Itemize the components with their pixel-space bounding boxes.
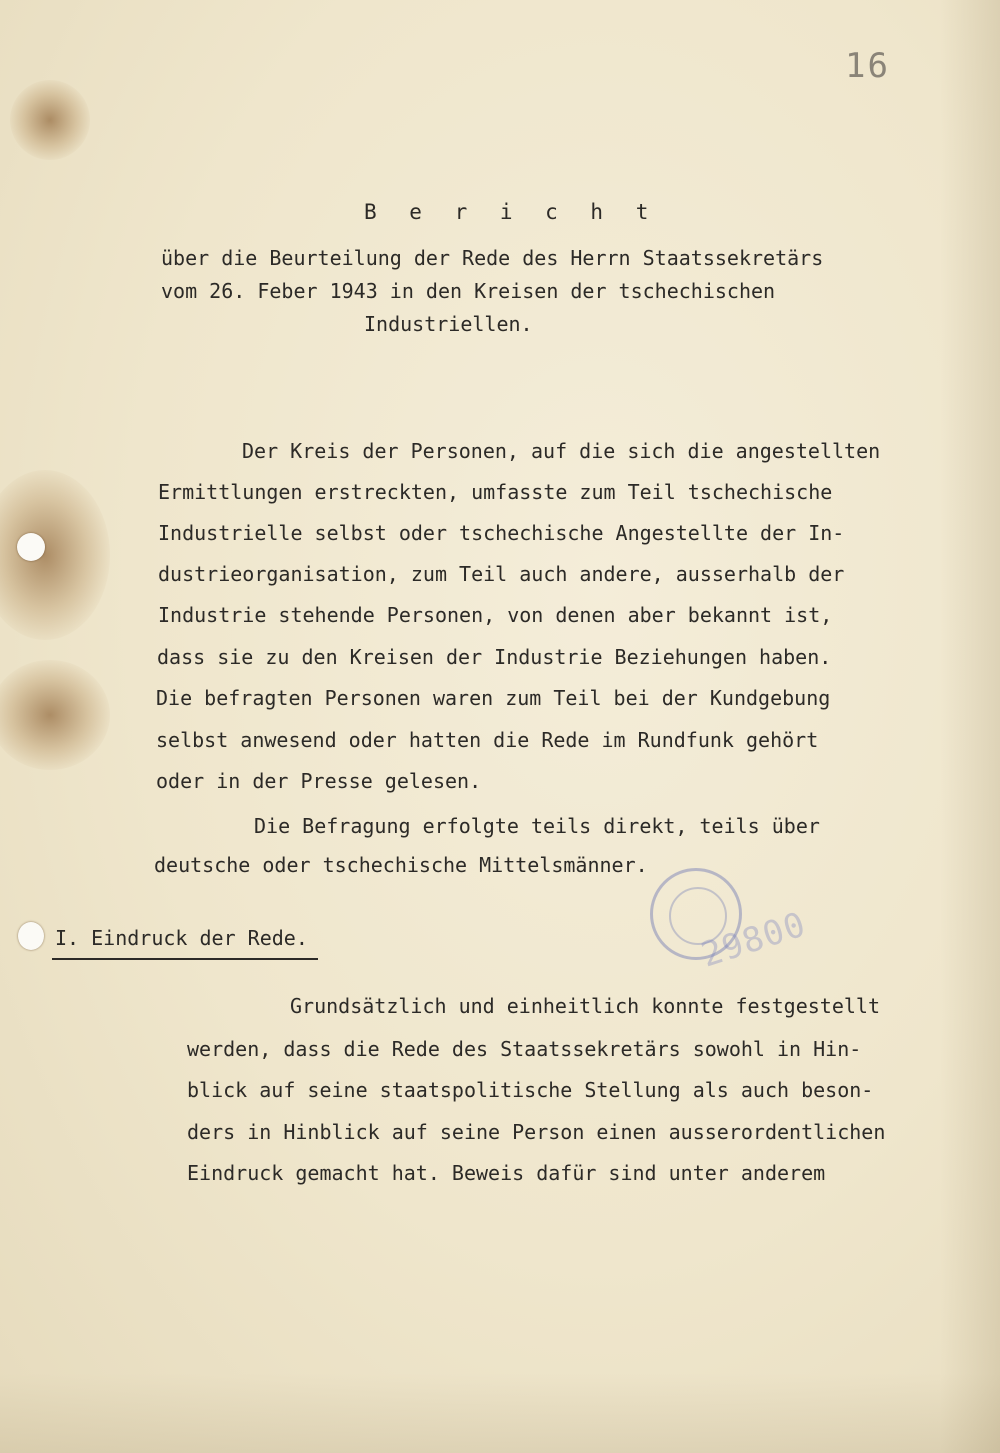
paragraph3-line: Eindruck gemacht hat. Beweis dafür sind unter anderem: [187, 1161, 826, 1185]
subtitle-line-1: über die Beurteilung der Rede des Herrn Staatssekretärs: [161, 246, 824, 270]
paragraph1-line: oder in der Presse gelesen.: [156, 769, 482, 793]
punch-hole-upper: [17, 533, 45, 561]
paper-edge-shadow: [940, 0, 1000, 1453]
paragraph2-line: Die Befragung erfolgte teils direkt, teils über: [254, 814, 820, 838]
rust-stain-lower: [0, 660, 110, 770]
section-heading-underline: [52, 958, 318, 960]
paper-bottom-shadow: [0, 1373, 1000, 1453]
paragraph3-line: blick auf seine staatspolitische Stellung als auch beson-: [187, 1078, 874, 1102]
document-title: B e r i c h t: [364, 200, 659, 224]
subtitle-line-2: vom 26. Feber 1943 in den Kreisen der tschechischen: [161, 279, 776, 303]
paragraph1-line: Der Kreis der Personen, auf die sich die angestellten: [242, 439, 881, 463]
subtitle-line-3: Industriellen.: [364, 312, 533, 336]
paragraph1-line: Industrielle selbst oder tschechische Angestellte der In-: [158, 521, 845, 545]
burn-stain-top: [10, 80, 90, 160]
paragraph1-line: dass sie zu den Kreisen der Industrie Beziehungen haben.: [157, 645, 832, 669]
paragraph1-line: selbst anwesend oder hatten die Rede im Rundfunk gehört: [156, 728, 819, 752]
section-heading: I. Eindruck der Rede.: [55, 926, 308, 950]
paragraph1-line: Ermittlungen erstreckten, umfasste zum Teil tschechische: [158, 480, 833, 504]
stamp-number: 29800: [696, 904, 811, 976]
paragraph1-line: Industrie stehende Personen, von denen aber bekannt ist,: [158, 603, 833, 627]
paragraph3-line: werden, dass die Rede des Staatssekretärs sowohl in Hin-: [187, 1037, 862, 1061]
paragraph1-line: dustrieorganisation, zum Teil auch andere, ausserhalb der: [158, 562, 845, 586]
rust-stain-middle: [0, 470, 110, 640]
paragraph2-line: deutsche oder tschechische Mittelsmänner.: [154, 853, 648, 877]
paragraph3-line: Grundsätzlich und einheitlich konnte festgestellt: [290, 994, 881, 1018]
paragraph3-line: ders in Hinblick auf seine Person einen ausserordentlichen: [187, 1120, 886, 1144]
page-number: 16: [845, 46, 890, 86]
punch-hole-lower: [18, 922, 44, 950]
paragraph1-line: Die befragten Personen waren zum Teil bei der Kundgebung: [156, 686, 831, 710]
